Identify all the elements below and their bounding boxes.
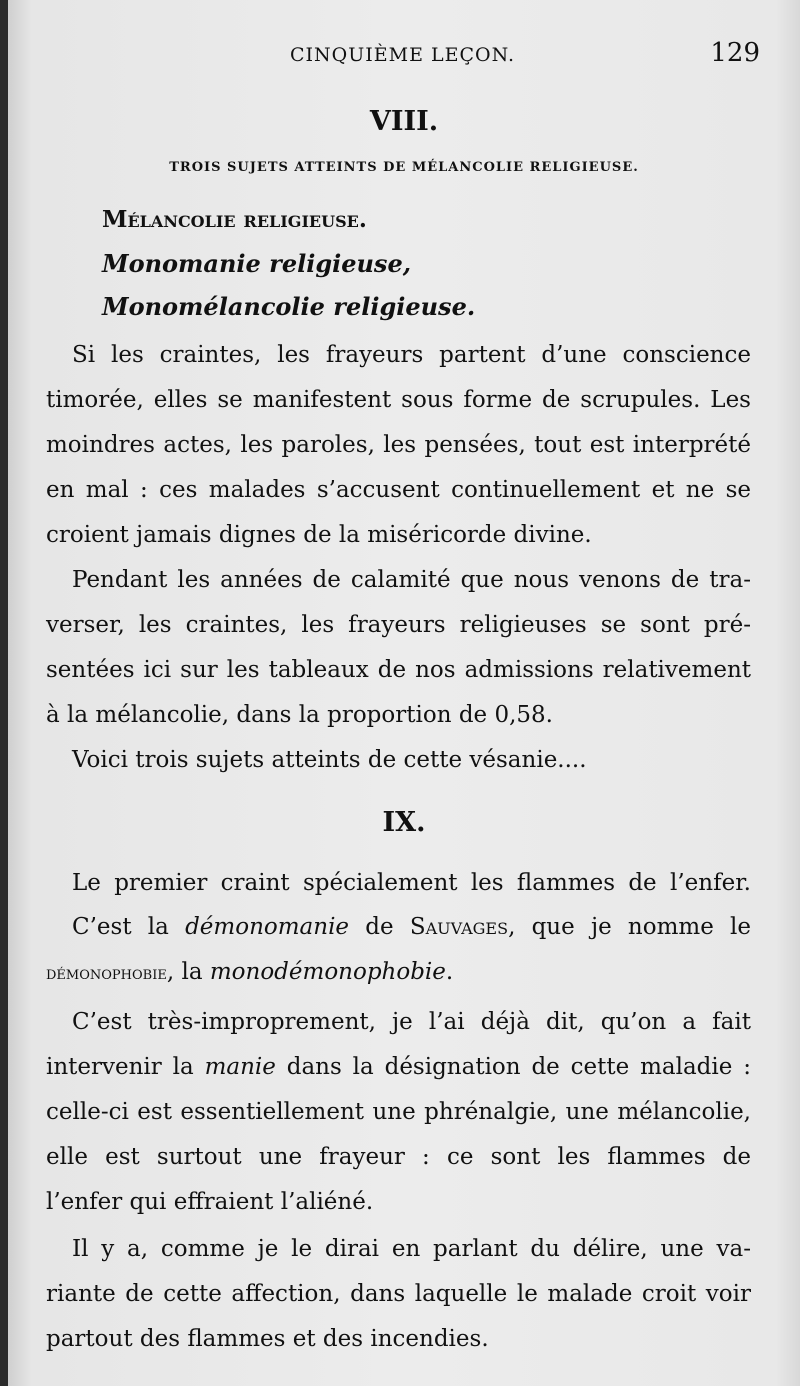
text-line: riante de cette affection, dans laquelle le malade croit voir <box>46 1281 751 1307</box>
author-name: Sauvages <box>409 914 509 940</box>
text-line: verser, les craintes, les frayeurs religieuses se sont pré- <box>46 612 751 638</box>
page-number: 129 <box>710 38 760 68</box>
running-head: CINQUIÈME LEÇON. <box>290 44 516 66</box>
text-line <box>46 957 751 989</box>
text-line <box>72 912 751 942</box>
text-run: . <box>445 959 454 985</box>
text-line: Il y a, comme je le dirai en parlant du délire, une va- <box>72 1236 751 1262</box>
text-line: celle-ci est essentiellement une phrénalgie, une mélancolie, <box>46 1099 751 1125</box>
text-line: en mal : ces malades s’accusent continuellement et ne se <box>46 477 751 503</box>
text-line: C’est très-improprement, je l’ai déjà dit, qu’on a fait <box>72 1009 751 1035</box>
italic-term: manie <box>204 1054 276 1080</box>
text-run: dans la désignation de cette maladie : <box>275 1054 751 1080</box>
text-run: , que je nomme le <box>508 914 751 940</box>
synonym-line: Monomanie religieuse, <box>102 249 412 278</box>
text-run: de <box>349 914 410 940</box>
text-run: C’est la <box>72 914 186 940</box>
small-caps-term: démonophobie <box>46 963 167 984</box>
section-title: TROIS SUJETS ATTEINTS DE MÉLANCOLIE RELIGIEUSE. <box>169 160 639 175</box>
text-line: l’enfer qui effraient l’aliéné. <box>46 1189 374 1215</box>
text-run: intervenir la <box>46 1054 205 1080</box>
section-numeral-ix: IX. <box>382 807 426 838</box>
text-line: Le premier craint spécialement les flammes de l’enfer. <box>72 870 751 896</box>
text-line: elle est surtout une frayeur : ce sont les flammes de <box>46 1144 751 1170</box>
book-page <box>8 0 800 1386</box>
text-line: sentées ici sur les tableaux de nos admissions relativement <box>46 657 751 683</box>
text-line: Pendant les années de calamité que nous venons de tra- <box>72 567 751 593</box>
text-line: à la mélancolie, dans la proportion de 0,58. <box>46 702 553 728</box>
text-run: , la <box>166 959 210 985</box>
text-line: timorée, elles se manifestent sous forme de scrupules. Les <box>46 387 751 413</box>
page-header <box>8 38 800 78</box>
synonym-line: Monomélancolie religieuse. <box>102 292 476 321</box>
text-line: Voici trois sujets atteints de cette vésanie.... <box>72 747 587 773</box>
text-line: Si les craintes, les frayeurs partent d’une conscience <box>72 342 751 368</box>
italic-term: monodémonophobie <box>209 959 446 985</box>
italic-term: démonomanie <box>185 914 350 940</box>
synonym-line: Mélancolie religieuse. <box>102 206 367 233</box>
section-numeral-viii: VIII. <box>369 106 439 137</box>
text-line: croient jamais dignes de la miséricorde divine. <box>46 522 592 548</box>
text-line: partout des flammes et des incendies. <box>46 1326 489 1352</box>
text-line <box>46 1052 751 1082</box>
text-line: moindres actes, les paroles, les pensées, tout est interprété <box>46 432 751 458</box>
